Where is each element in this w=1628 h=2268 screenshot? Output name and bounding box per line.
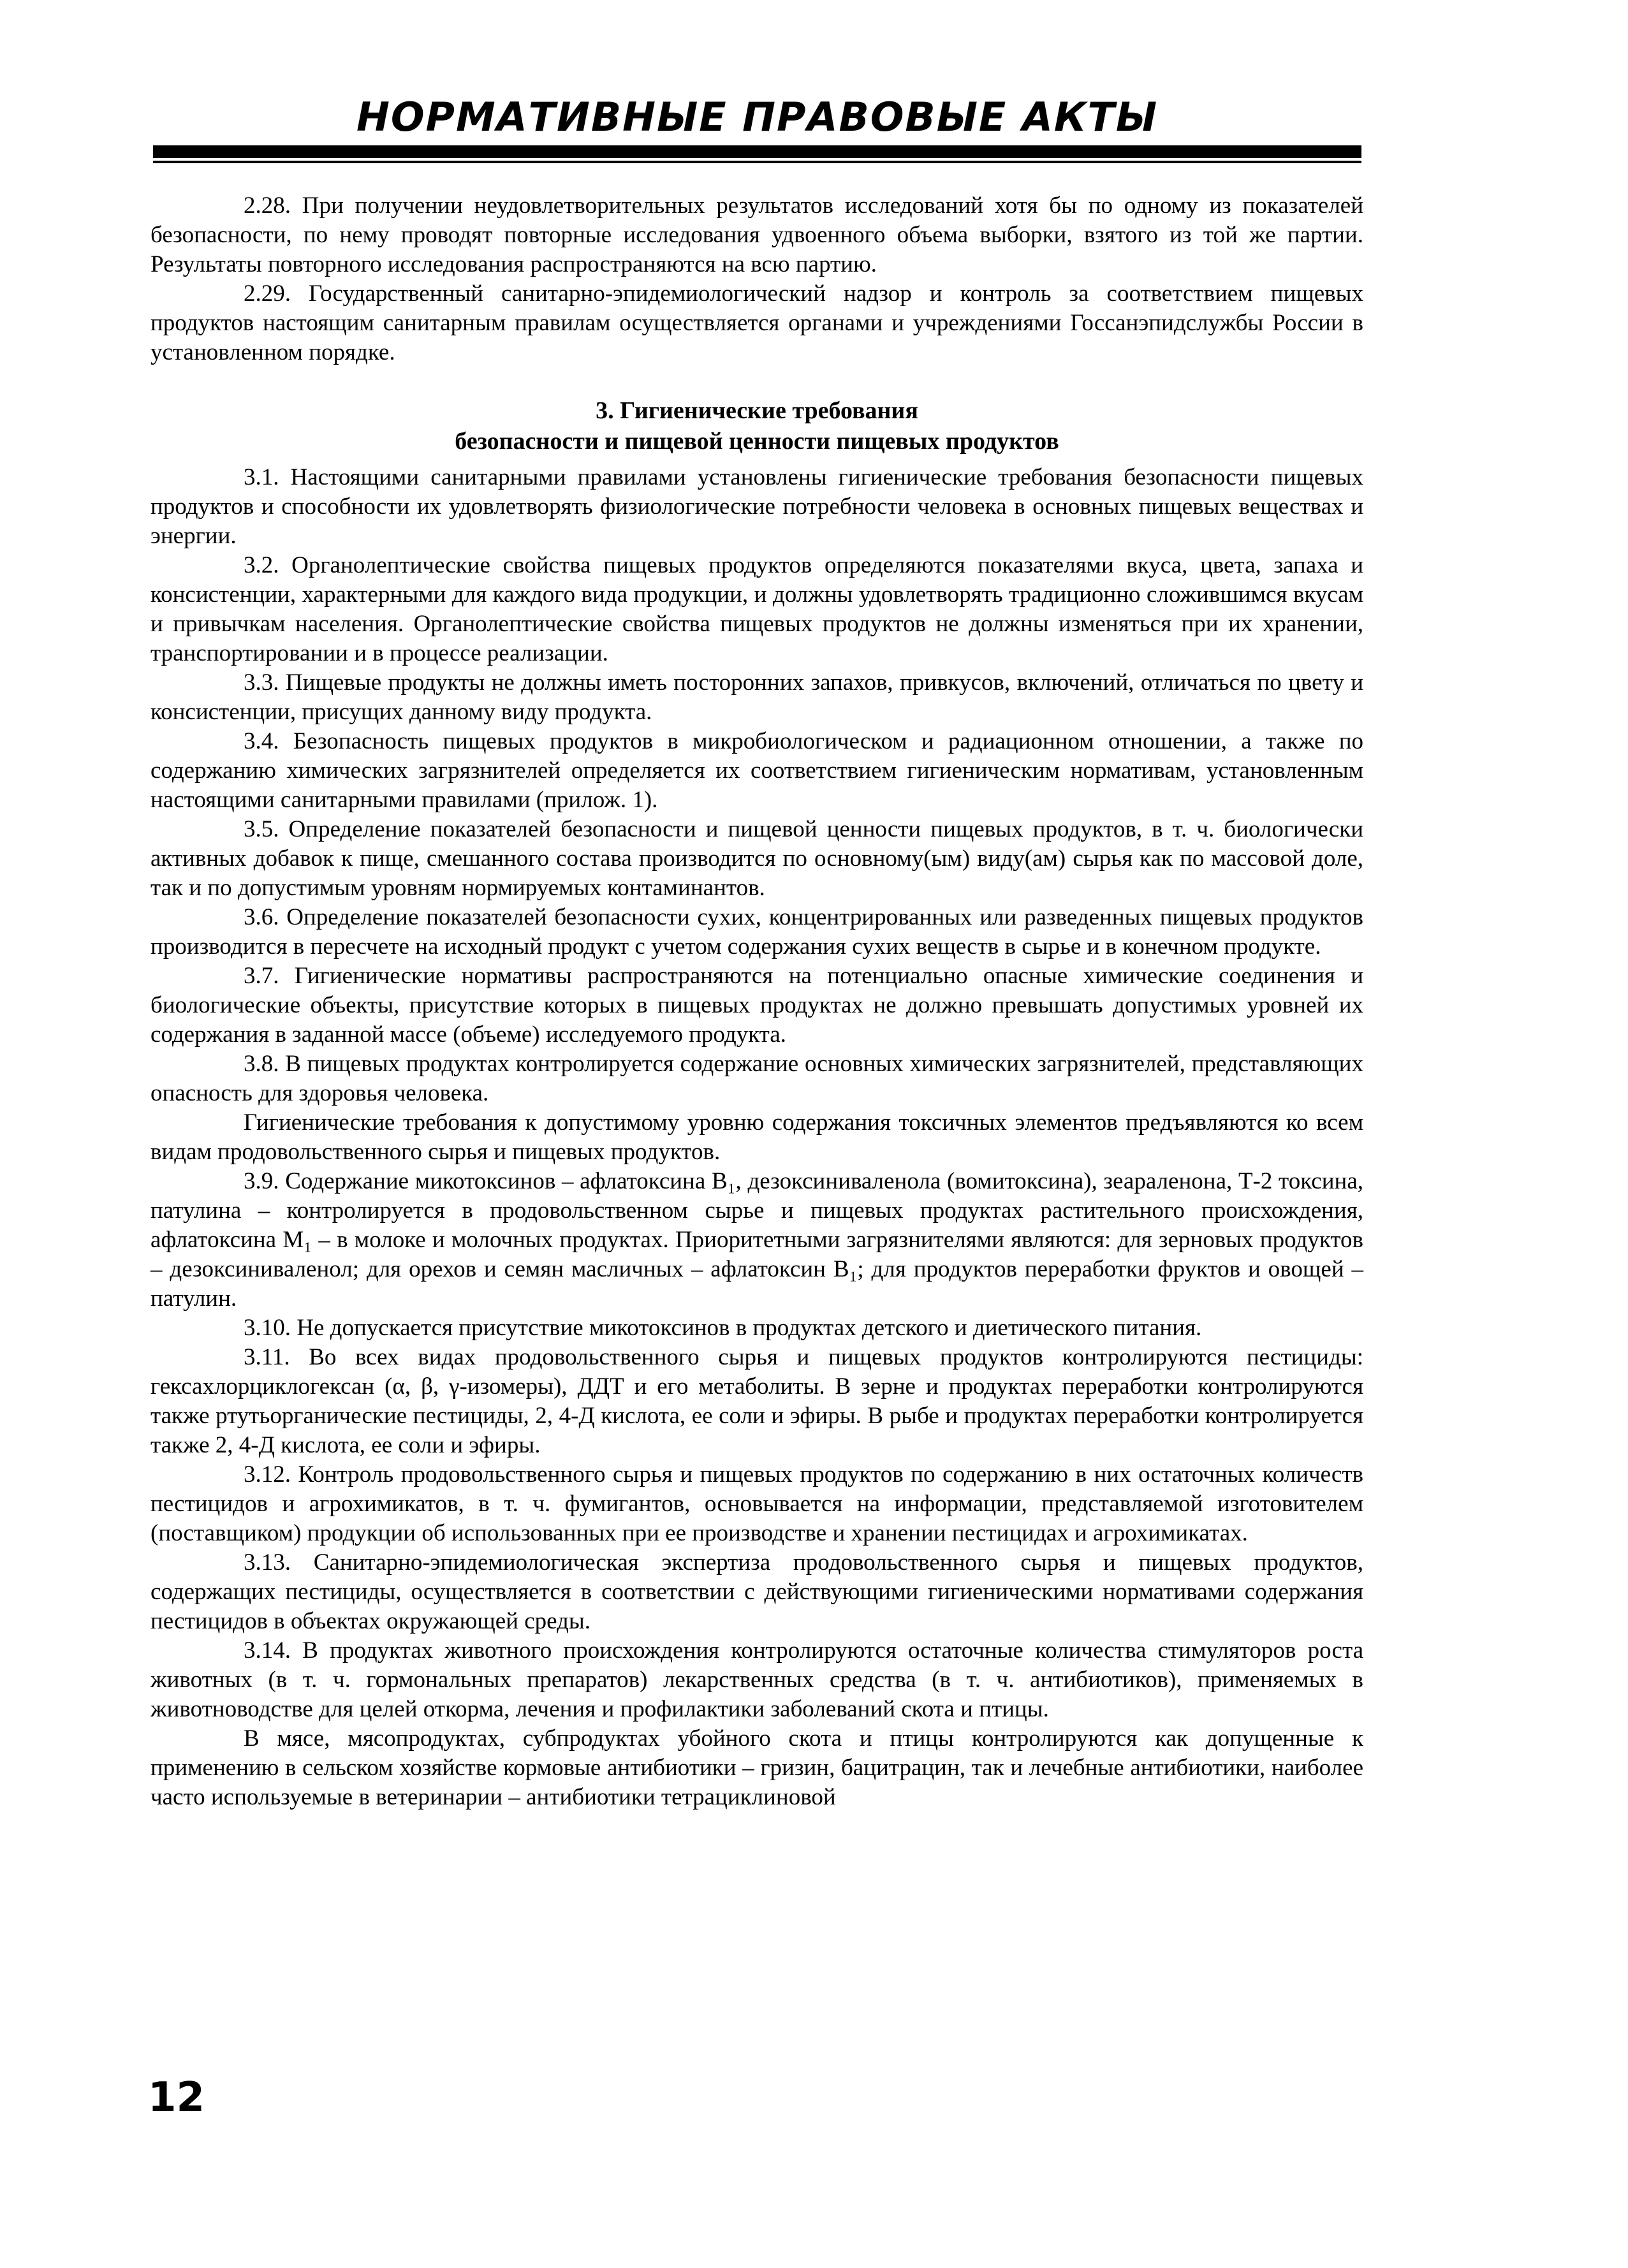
paragraph-3-13: 3.13. Санитарно-эпидемиологическая экспертиза продовольственного сырья и пищевых продуктов, содержащих пестициды, осуществляется в соответствии с действующими гигиеническими нормативами содержания пестицидов в объектах окружающей среды. [150,1549,1363,1634]
paragraph-3-1: 3.1. Настоящими санитарными правилами установлены гигиенические требования безопасности пищевых продуктов и способности их удовлетворять физиологические потребности человека в основных пищевых веществах и энергии. [150,464,1363,549]
paragraph-2-29: 2.29. Государственный санитарно-эпидемиологический надзор и контроль за соответствием пищевых продуктов настоящим санитарным правилам осуществляется органами и учреждениями Госсанэпидслужбы России в установленном порядке. [150,281,1363,365]
paragraph-2-28: 2.28. При получении неудовлетворительных результатов исследований хотя бы по одному из показателей безопасности, по нему проводят повторные исследования удвоенного объема выборки, взятого из той же партии. Результаты повторного исследования распространяются на всю партию. [150,193,1363,277]
running-header-title: НОРМАТИВНЫЕ ПРАВОВЫЕ АКТЫ [356,94,1159,140]
section-heading [150,395,1363,457]
paragraph-3-9: 3.9. Содержание микотоксинов – афлатоксина B₁, дезоксиниваленола (вомитоксина), зеараленона, Т-2 токсина, патулина – контролируется в продовольственном сырье и пищевых продуктах растительного происхождения, афлатоксина M₁ – в молоке и молочных продуктах. Приоритетными загрязнителями являются: для зерновых продуктов – дезоксиниваленол; для орехов и семян масличных – афлатоксин B₁; для продуктов переработки фруктов и овощей – патулин. [150,1168,1363,1312]
page-number: 12 [148,2074,205,2121]
header-rule-thick [153,145,1361,158]
paragraph-3-11: 3.11. Во всех видах продовольственного сырья и пищевых продуктов контролируются пестициды: гексахлорциклогексан (α, β, γ-изомеры), ДДТ и его метаболиты. В зерне и продуктах переработки контролируются также ртутьорганические пестициды, 2, 4-Д кислота, ее соли и эфиры. В рыбе и продуктах переработки контролируется также 2, 4-Д кислота, ее соли и эфиры. [150,1344,1363,1458]
paragraph-3-3: 3.3. Пищевые продукты не должны иметь посторонних запахов, привкусов, включений, отличаться по цвету и консистенции, присущих данному виду продукта. [150,669,1363,725]
paragraph-3-8-continued: Гигиенические требования к допустимому уровню содержания токсичных элементов предъявляются ко всем видам продовольственного сырья и пищевых продуктов. [150,1109,1363,1165]
paragraph-3-14: 3.14. В продуктах животного происхождения контролируются остаточные количества стимуляторов роста животных (в т. ч. гормональных препаратов) лекарственных средства (в т. ч. антибиотиков), применяемых в животноводстве для целей откорма, лечения и профилактики заболеваний скота и птицы. [150,1637,1363,1722]
paragraph-3-6: 3.6. Определение показателей безопасности сухих, концентрированных или разведенных пищевых продуктов производится в пересчете на исходный продукт с учетом содержания сухих веществ в сырье и в конечном продукте. [150,904,1363,960]
paragraph-3-12: 3.12. Контроль продовольственного сырья и пищевых продуктов по содержанию в них остаточных количеств пестицидов и агрохимикатов, в т. ч. фумигантов, основывается на информации, представляемой изготовителем (поставщиком) продукции об использованных при ее производстве и хранении пестицидах и агрохимикатах. [150,1461,1363,1546]
paragraph-3-5: 3.5. Определение показателей безопасности и пищевой ценности пищевых продуктов, в т. ч. биологически активных добавок к пище, смешанного состава производится по основному(ым) виду(ам) сырья как по массовой доле, так и по допустимым уровням нормируемых контаминантов. [150,816,1363,901]
section-heading-line-2: безопасности и пищевой ценности пищевых продуктов [455,428,1059,455]
paragraph-3-8: 3.8. В пищевых продуктах контролируется содержание основных химических загрязнителей, представляющих опасность для здоровья человека. [150,1051,1363,1106]
paragraph-3-10: 3.10. Не допускается присутствие микотоксинов в продуктах детского и диетического питания. [244,1315,1202,1341]
section-heading-line-1: 3. Гигиенические требования [596,397,918,424]
header-rule-thin [153,161,1361,163]
paragraph-3-14-continued: В мясе, мясопродуктах, субпродуктах убойного скота и птицы контролируются как допущенные к применению в сельском хозяйстве кормовые антибиотики – гризин, бацитрацин, так и лечебные антибиотики, наиболее часто используемые в ветеринарии – антибиотики тетрациклиновой [150,1725,1363,1810]
paragraph-3-2: 3.2. Органолептические свойства пищевых продуктов определяются показателями вкуса, цвета, запаха и консистенции, характерными для каждого вида продукции, и должны удовлетворять традиционно сложившимся вкусам и привычкам населения. Органолептические свойства пищевых продуктов не должны изменяться при их хранении, транспортировании и в процессе реализации. [150,552,1363,666]
paragraph-3-4: 3.4. Безопасность пищевых продуктов в микробиологическом и радиационном отношении, а также по содержанию химических загрязнителей определяется их соответствием гигиеническим нормативам, установленным настоящими санитарными правилами (прилож. 1). [150,728,1363,813]
page-body [150,191,1363,1812]
paragraph-3-7: 3.7. Гигиенические нормативы распространяются на потенциально опасные химические соединения и биологические объекты, присутствие которых в пищевых продуктах не должно превышать допустимых уровней их содержания в заданной массе (объеме) исследуемого продукта. [150,963,1363,1048]
